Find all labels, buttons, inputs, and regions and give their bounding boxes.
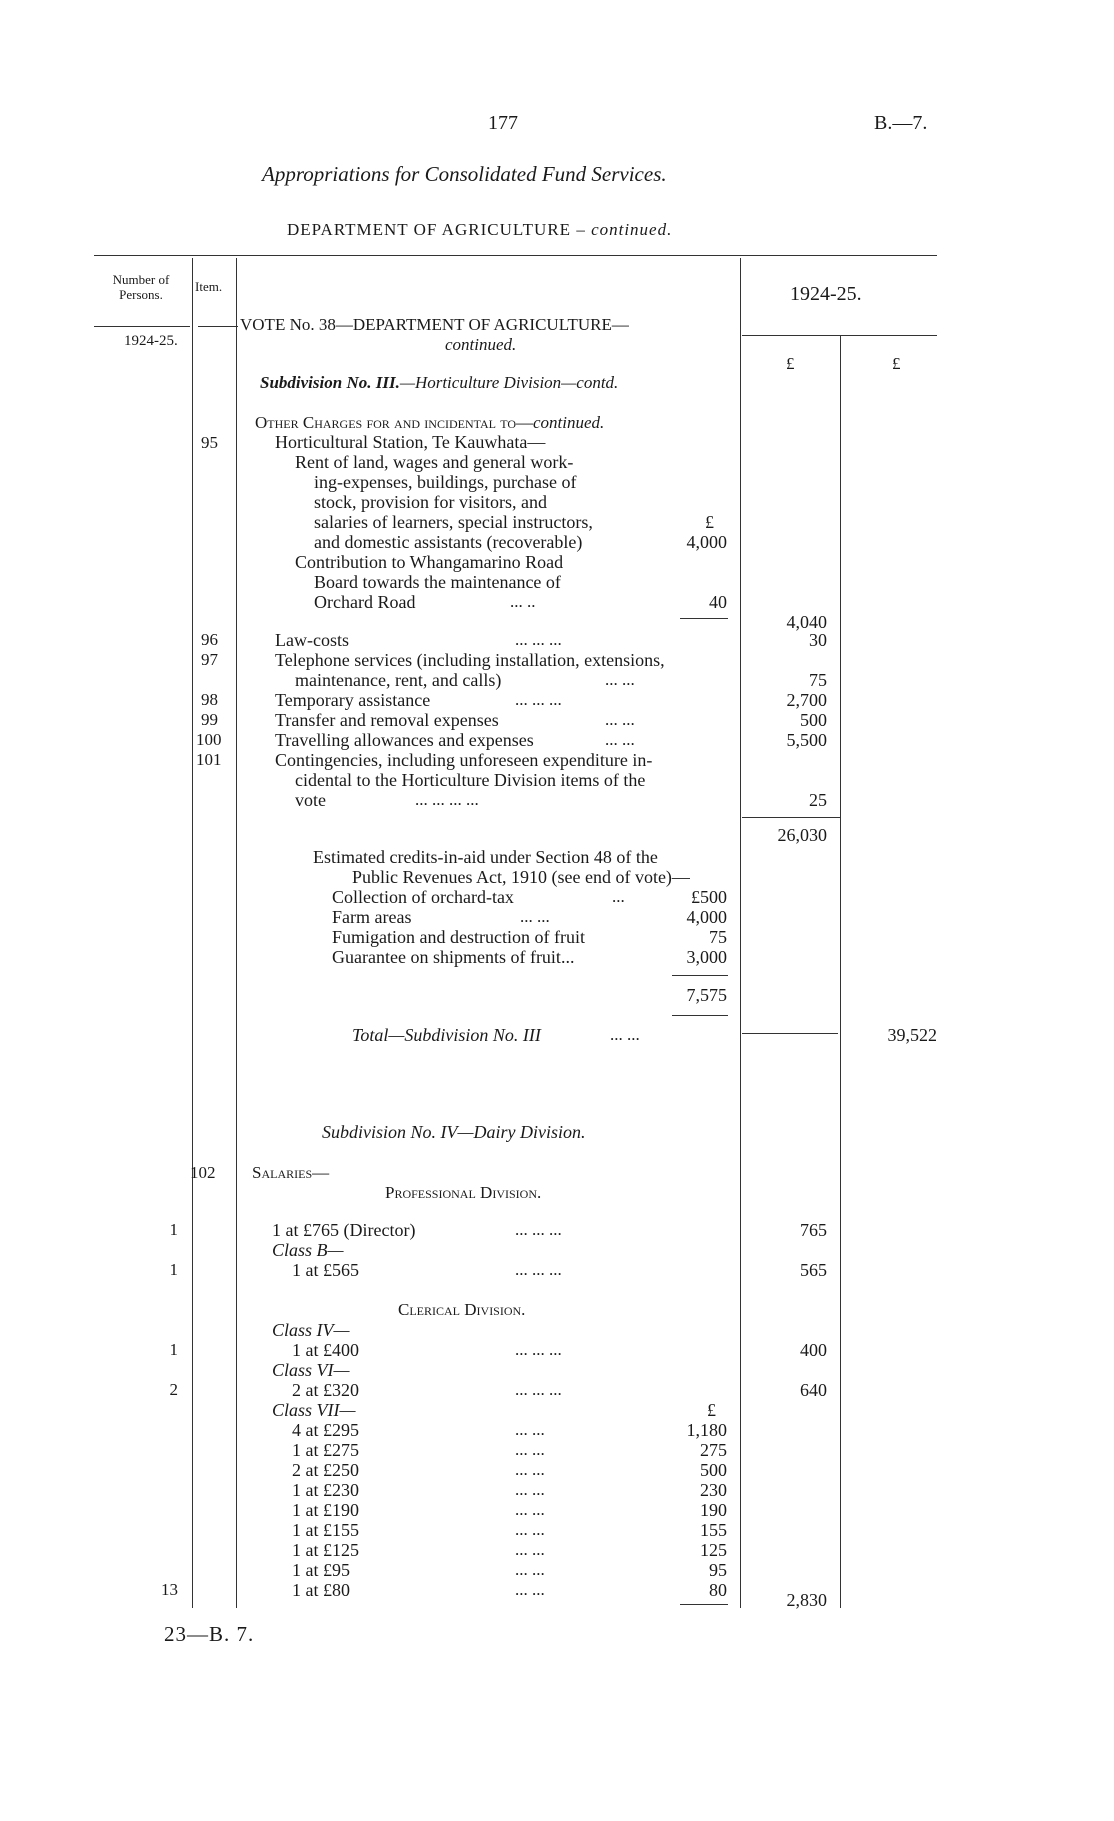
item-label: cidental to the Horticulture Division items of the [295,770,646,790]
station-heading: Horticultural Station, Te Kauwhata— [275,432,546,452]
item-number: 100 [196,730,222,749]
credit-label: Collection of orchard-tax [332,887,514,907]
leader-dots: ... ... ... [515,690,562,709]
class-vii-total: 2,830 [786,1590,827,1610]
rent-line: ing-expenses, buildings, purchase of [314,472,577,492]
salary-amount: 95 [709,1560,727,1580]
persons-count: 13 [161,1580,178,1599]
salary-amount: 500 [700,1460,727,1480]
item-number: 101 [196,750,222,769]
salary-amount: 80 [709,1580,727,1600]
item-number: 98 [201,690,218,709]
contribution-line: Contribution to Whangamarino Road [295,552,564,572]
leader-dots: ... ... [515,1460,545,1479]
class-heading: Class VI— [272,1360,350,1380]
signature-mark: 23—B. 7. [164,1622,255,1646]
salary-label: 2 at £250 [292,1460,359,1480]
item-amount: 5,500 [786,730,827,750]
document-reference: B.—7. [874,112,928,134]
leader-dots: ... ... [515,1500,545,1519]
leader-dots: ... ... [605,670,635,689]
credit-amount: £500 [691,887,727,907]
item-label: Travelling allowances and expenses [275,730,534,750]
item-amount: 25 [809,790,827,810]
salary-label: 1 at £565 [292,1260,359,1280]
salary-label: 1 at £125 [292,1540,359,1560]
persons-count: 2 [169,1380,178,1399]
salary-label: 1 at £155 [292,1520,359,1540]
item-header-rule [198,326,238,327]
item-amount: 75 [809,670,827,690]
leader-dots: ... ... [610,1025,640,1044]
credit-amount: 4,000 [686,907,727,927]
item-number: 96 [201,630,218,649]
leader-dots: ... ... [515,1560,545,1579]
credits-heading: Estimated credits-in-aid under Section 48 of the [313,847,658,867]
subtotal-rule [680,618,728,619]
vote-title-text: VOTE No. 38—DEPARTMENT OF AGRICULTURE— [240,315,629,334]
leader-dots: ... ... ... [515,1220,562,1239]
leader-dots: ... ... [520,907,550,926]
credit-label: Farm areas [332,907,412,927]
vote-continued: continued. [445,335,517,354]
item-amount: 2,700 [786,690,827,710]
salary-amount: 230 [700,1480,727,1500]
salary-label: 2 at £320 [292,1380,359,1400]
department-continued: continued. [591,220,673,239]
department-heading: DEPARTMENT OF AGRICULTURE – continued. [287,220,673,239]
salary-amount: 640 [800,1380,827,1400]
salary-label: 1 at £80 [292,1580,350,1600]
credits-total-rule-bottom [672,1015,728,1016]
subdivision-iii-rest: —Horticulture Division—contd. [399,373,619,392]
salary-label: 1 at £400 [292,1340,359,1360]
leader-dots: ... .. [510,592,536,611]
item-label: vote [295,790,326,810]
leader-dots: ... ... ... ... [415,790,479,809]
rent-line: Rent of land, wages and general work- [295,452,574,472]
subdivision-total-rule [742,1033,838,1034]
class-heading: Class IV— [272,1320,350,1340]
salary-label: 1 at £275 [292,1440,359,1460]
other-charges-continued: continued. [533,413,605,432]
item-label: Transfer and removal expenses [275,710,499,730]
class-vii-pound: £ [707,1400,716,1420]
credit-label: Guarantee on shipments of fruit... [332,947,575,967]
class-heading: Class B— [272,1240,344,1260]
salary-amount: 1,180 [686,1420,727,1440]
item-number: 97 [201,650,218,669]
credit-label: Fumigation and destruction of fruit [332,927,585,947]
rent-line: and domestic assistants (recoverable) [314,532,583,552]
salary-amount: 155 [700,1520,727,1540]
item-label: Law-costs [275,630,349,650]
contribution-line: Board towards the maintenance of [314,572,561,592]
clerical-division-heading: Clerical Division. [398,1300,526,1319]
contribution-line: Orchard Road [314,592,416,612]
salary-label: 1 at £230 [292,1480,359,1500]
salary-label: 4 at £295 [292,1420,359,1440]
leader-dots: ... ... [605,730,635,749]
item-label: Temporary assistance [275,690,431,710]
salary-label: 1 at £95 [292,1560,350,1580]
year-persons-header: 1924-25. [124,333,178,349]
persons-count: 1 [169,1260,178,1279]
other-charges-label: Other Charges for and incidental to— [255,413,534,432]
item-number: 99 [201,710,218,729]
leader-dots: ... ... [515,1440,545,1459]
subdivision-iii-total-amount: 39,522 [887,1025,937,1045]
item-number: 102 [190,1163,216,1182]
vote-title [240,315,629,335]
other-charges-heading [255,413,604,433]
leader-dots: ... ... ... [515,1260,562,1279]
persons-column-rule [192,258,193,1608]
number-of-persons-header: Number of Persons. [112,272,170,302]
leader-dots: ... ... [515,1480,545,1499]
year-header: 1924-25. [790,283,862,305]
station-total: 4,040 [786,612,827,632]
leader-dots: ... ... [515,1420,545,1439]
credit-amount: 3,000 [686,947,727,967]
subdivision-iii-heading [260,373,618,393]
subdivision-iii-label: Subdivision No. III. [260,373,400,392]
salary-amount: 565 [800,1260,827,1280]
page-title: Appropriations for Consolidated Fund Services. [262,162,667,186]
subdivision-iv-heading [322,1122,586,1143]
department-name: DEPARTMENT OF AGRICULTURE [287,220,572,239]
credit-amount: 75 [709,927,727,947]
item-label: Contingencies, including unforeseen expenditure in- [275,750,653,770]
subdivision-iii-total [352,1025,541,1046]
item-amount: 500 [800,710,827,730]
page-number: 177 [488,112,518,134]
rent-line: stock, provision for visitors, and [314,492,547,512]
leader-dots: ... ... [515,1580,545,1599]
salary-amount: 125 [700,1540,727,1560]
salary-amount: 765 [800,1220,827,1240]
leader-dots: ... [612,887,625,906]
credits-heading-2: Public Revenues Act, 1910 (see end of vote)— [352,867,690,887]
class-heading: Class VII— [272,1400,356,1420]
subdivision-iv-label: Subdivision No. IV [322,1122,458,1142]
rent-line: salaries of learners, special instructors, [314,512,593,532]
item-label: Telephone services (including installation, extensions, [275,650,665,670]
charges-total: 26,030 [777,825,827,845]
persons-header-rule [94,326,190,327]
item-column-rule [236,258,237,1608]
leader-dots: ... ... [515,1520,545,1539]
salaries-heading: Salaries— [252,1163,330,1182]
professional-division-heading: Professional Division. [385,1183,542,1202]
leader-dots: ... ... [605,710,635,729]
leader-dots: ... ... ... [515,1340,562,1359]
persons-count: 1 [169,1220,178,1239]
table-top-rule [94,255,937,256]
leader-dots: ... ... [515,1540,545,1559]
class-vii-total-rule [680,1604,728,1605]
salary-amount: 275 [700,1440,727,1460]
salary-label: 1 at £190 [292,1500,359,1520]
persons-count: 1 [169,1340,178,1359]
salary-amount: 190 [700,1500,727,1520]
salary-label: 1 at £765 (Director) [272,1220,416,1240]
pound-header-2: £ [892,354,901,373]
item-number: 95 [201,433,218,452]
rent-amount: 4,000 [686,532,727,552]
amount-column-rule [740,258,741,1608]
subdivision-iii-total-label: Total—Subdivision No. III [352,1025,541,1045]
contribution-amount: 40 [709,592,727,612]
leader-dots: ... ... ... [515,630,562,649]
amount2-column-rule [840,335,841,1608]
item-header: Item. [195,279,223,294]
credits-total: 7,575 [686,985,727,1005]
pound-header-1: £ [786,354,795,373]
charges-total-rule [742,817,840,818]
item-label: maintenance, rent, and calls) [295,670,502,690]
leader-dots: ... ... ... [515,1380,562,1399]
salary-amount: 400 [800,1340,827,1360]
subdivision-iv-rest: —Dairy Division. [457,1122,586,1142]
credits-total-rule-top [672,975,728,976]
rent-pound: £ [705,512,714,532]
item-amount: 30 [809,630,827,650]
